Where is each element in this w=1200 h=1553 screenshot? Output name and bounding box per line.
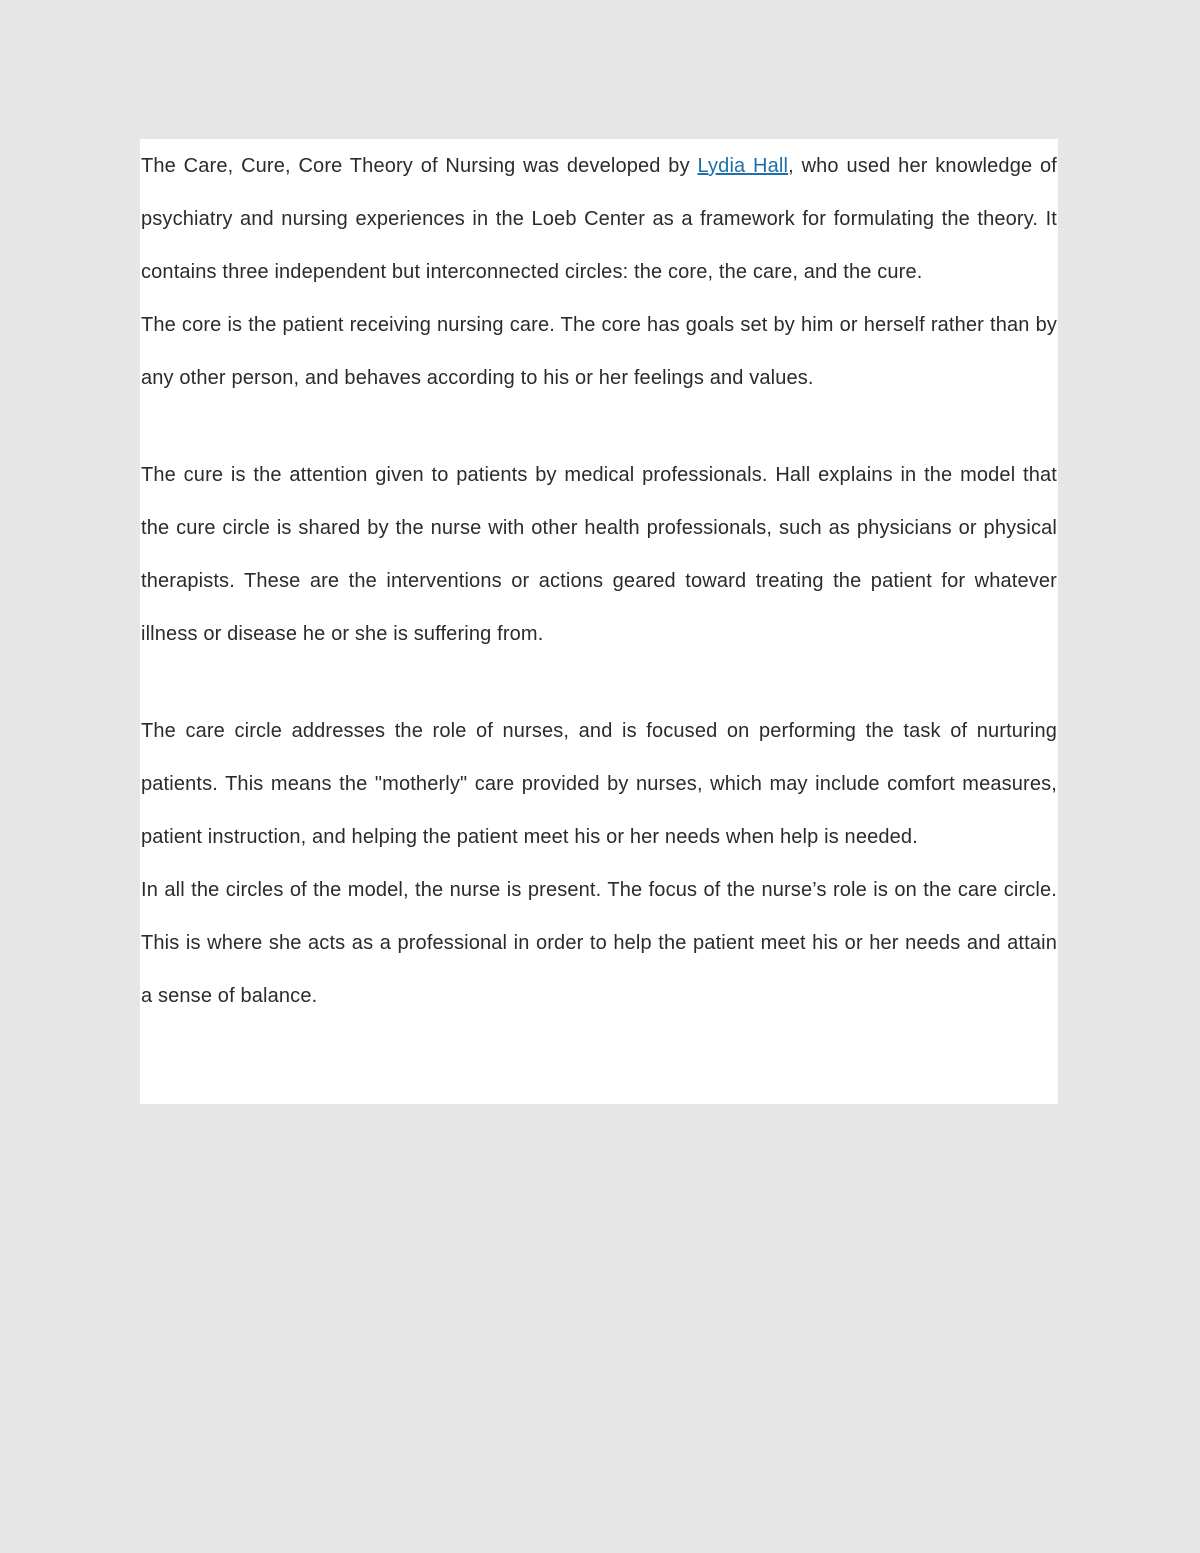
paragraph-spacer: [141, 405, 1057, 449]
paragraph-intro-text-end: , who used her knowledge of psychiatry and nursing experiences in the Loeb Center as a framework for formulating the theory. It contains three independent but interconnected circles: the core, the care, and the cure.: [141, 155, 1057, 283]
paragraph-care: The care circle addresses the role of nurses, and is focused on performing the task of nurturing patients. This means the "motherly" care provided by nurses, which may include comfort measures, patient instruction, and helping the patient meet his or her needs when help is needed.: [141, 720, 1057, 848]
lydia-hall-link[interactable]: Lydia Hall: [697, 155, 789, 177]
paragraph-core: The core is the patient receiving nursing care. The core has goals set by him or herself rather than by any other person, and behaves according to his or her feelings and values.: [141, 314, 1057, 389]
paragraph-intro-text-start: The Care, Cure, Core Theory of Nursing was developed by: [141, 155, 698, 177]
paragraph-nurse-role: In all the circles of the model, the nurse is present. The focus of the nurse’s role is on the care circle. This is where she acts as a professional in order to help the patient meet his or her needs and attain a sense of balance.: [141, 879, 1057, 1007]
paragraph-cure: The cure is the attention given to patients by medical professionals. Hall explains in the model that the cure circle is shared by the nurse with other health professionals, such as physicians or physical therapists. These are the interventions or actions geared toward treating the patient for whatever illness or disease he or she is suffering from.: [141, 464, 1057, 645]
paragraph-spacer: [141, 661, 1057, 705]
text-block: [140, 139, 1058, 1104]
paragraph-intro: [141, 140, 1057, 299]
